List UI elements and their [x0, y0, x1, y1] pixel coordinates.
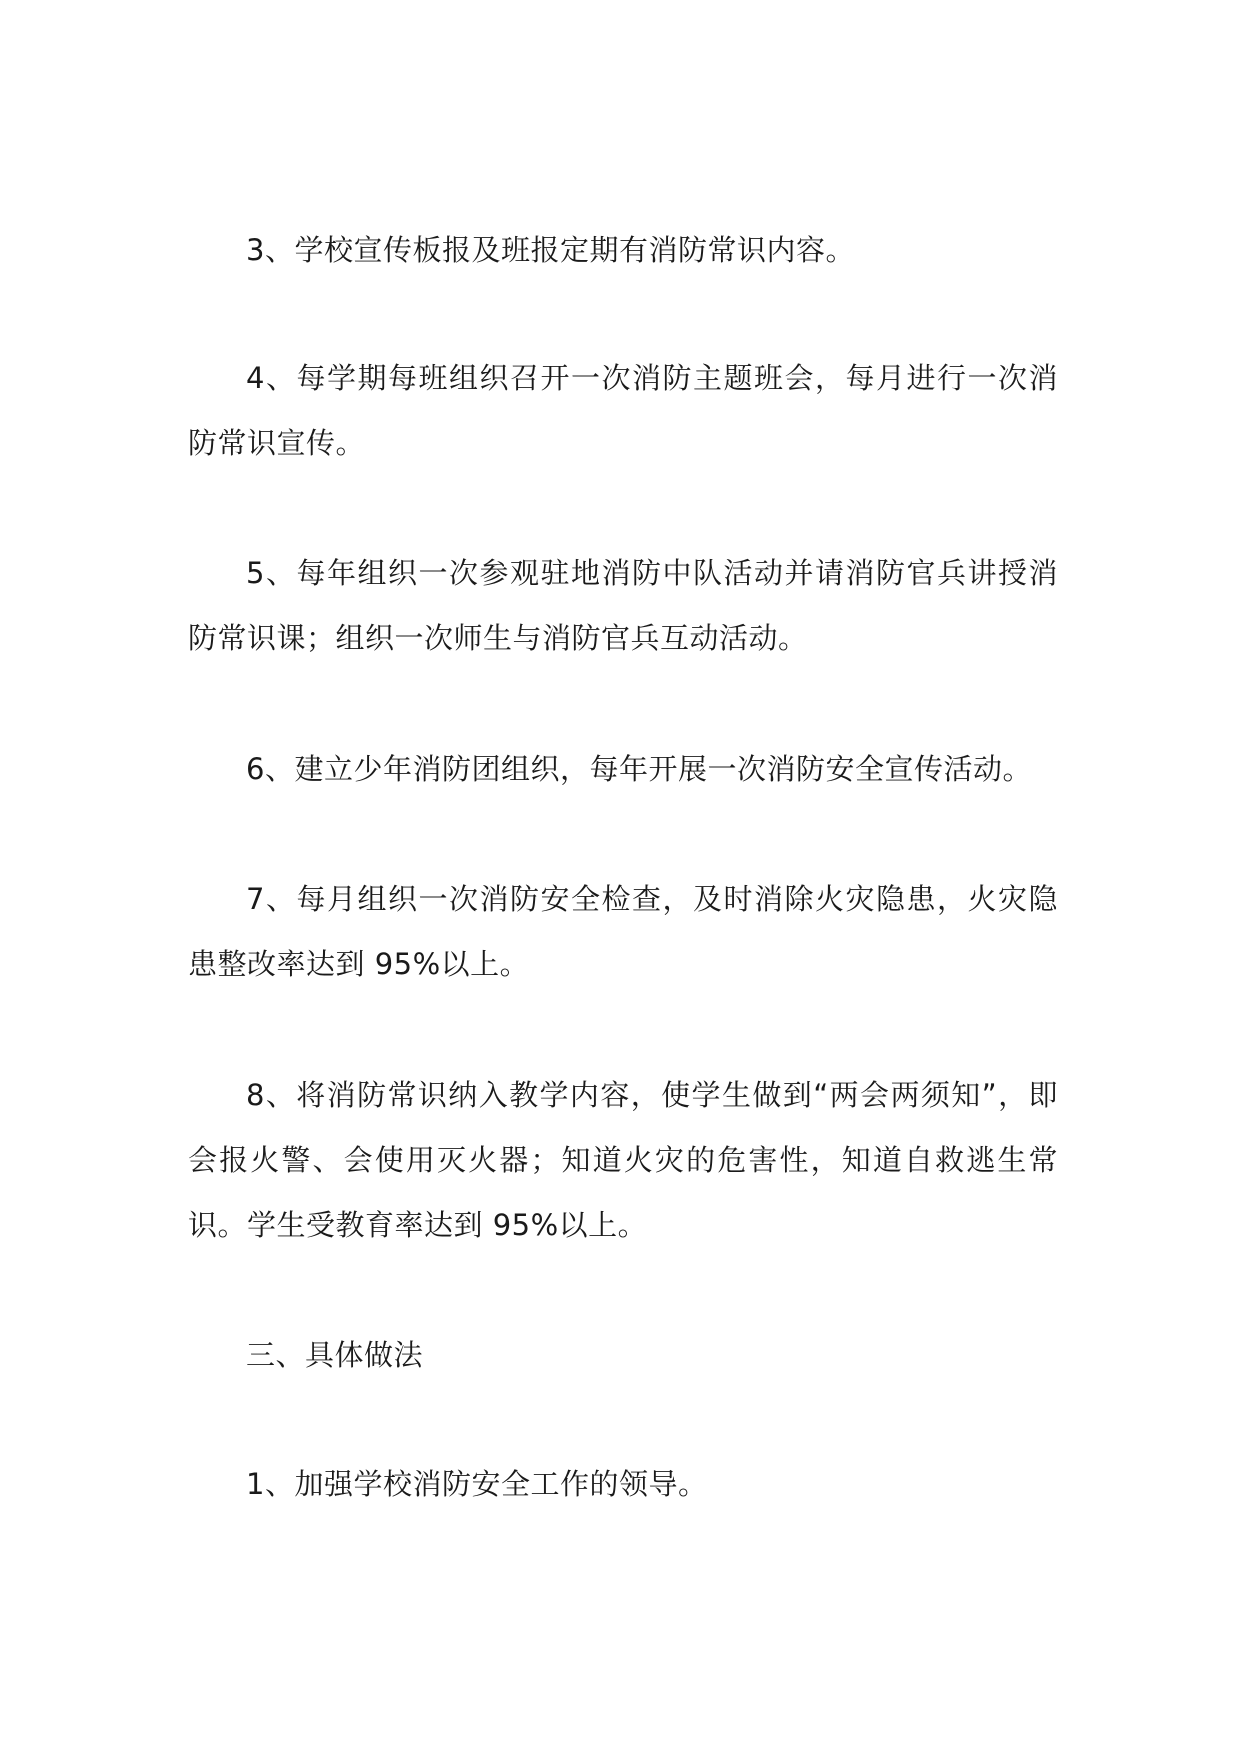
paragraph-method-1: 1、加强学校消防安全工作的领导。 [246, 1467, 708, 1501]
paragraph-item-5: 5、每年组织一次参观驻地消防中队活动并请消防官兵讲授消防常识课；组织一次师生与消防官兵互动活动。 [188, 556, 1058, 655]
paragraph-item-8: 8、将消防常识纳入教学内容，使学生做到“两会两须知”，即会报火警、会使用灭火器；知道火灾的危害性，知道自救逃生常识。学生受教育率达到 95%以上。 [188, 1078, 1058, 1242]
paragraph-item-4: 4、每学期每班组织召开一次消防主题班会，每月进行一次消防常识宣传。 [188, 361, 1058, 460]
section-heading: 三、具体做法 [246, 1338, 424, 1372]
paragraph-item-6: 6、建立少年消防团组织，每年开展一次消防安全宣传活动。 [246, 752, 1032, 786]
paragraph-item-3: 3、学校宣传板报及班报定期有消防常识内容。 [246, 233, 855, 267]
paragraph-item-7: 7、每月组织一次消防安全检查，及时消除火灾隐患，火灾隐患整改率达到 95%以上。 [188, 882, 1058, 981]
